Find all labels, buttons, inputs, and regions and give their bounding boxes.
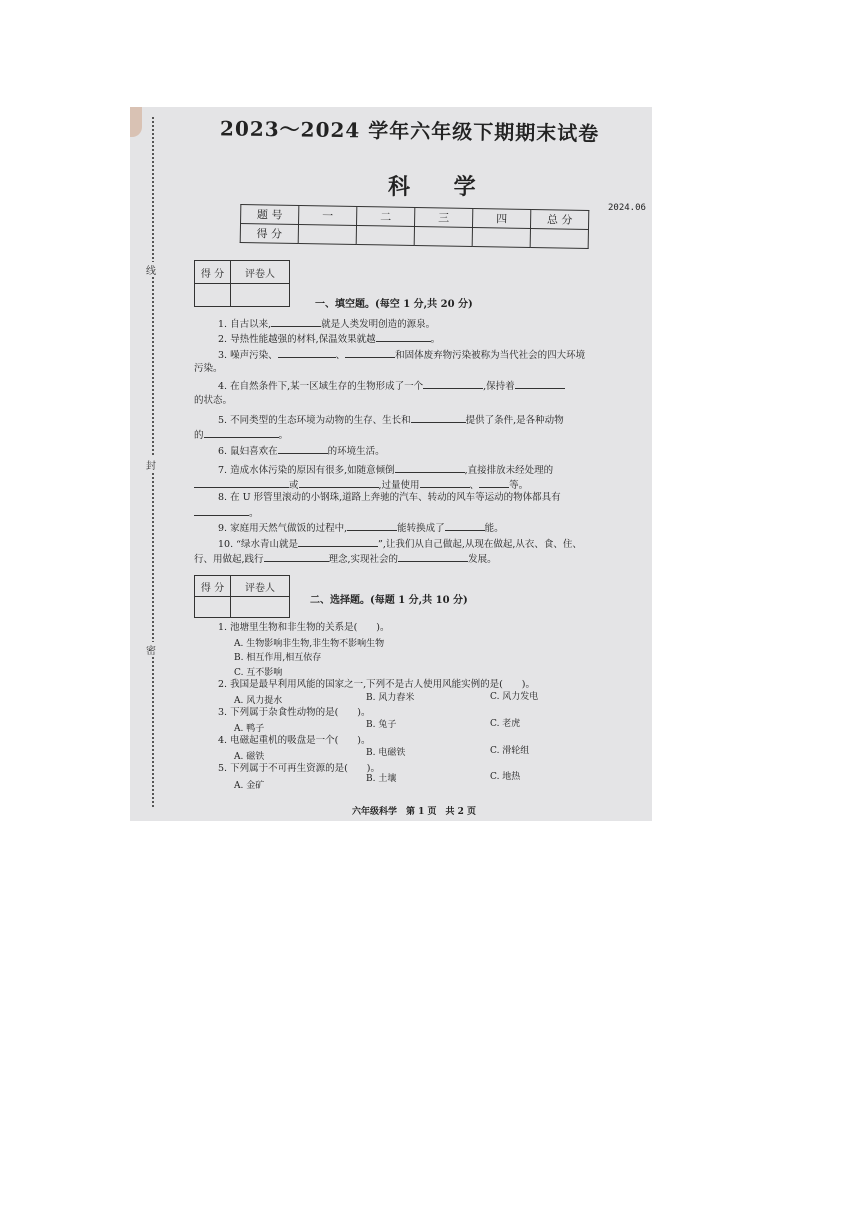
question: 7. 造成水体污染的原因有很多,如随意倾倒 ,直接排放未经处理的 bbox=[218, 465, 554, 476]
answer-blank[interactable] bbox=[278, 444, 328, 454]
section-heading: 一、填空题。(每空 1 分,共 20 分) bbox=[315, 299, 473, 310]
question: 4. 在自然条件下,某一区域生存的生物形成了一个 ,保持着 bbox=[218, 379, 565, 393]
grader-label: 评卷人 bbox=[231, 576, 290, 597]
choice-option[interactable]: B. 兔子 bbox=[366, 720, 397, 730]
score-cell[interactable] bbox=[414, 227, 472, 247]
answer-blank[interactable] bbox=[347, 521, 397, 531]
grader-cell[interactable] bbox=[231, 284, 290, 307]
binding-char: 线 bbox=[146, 262, 156, 277]
score-cell: 二 bbox=[357, 206, 415, 226]
answer-blank[interactable] bbox=[204, 428, 279, 438]
binding-char: 封 bbox=[146, 457, 156, 472]
question: 8. 在 U 形管里滚动的小钢珠,道路上奔驰的汽车、转动的风车等运动的物体都具有 bbox=[218, 492, 561, 503]
choice-option[interactable]: C. 滑轮组 bbox=[490, 746, 530, 756]
question: 。 bbox=[194, 506, 259, 520]
answer-blank[interactable] bbox=[411, 413, 466, 423]
exam-subject: 科 学 bbox=[388, 174, 494, 200]
grader-cell[interactable] bbox=[231, 597, 290, 618]
question: 2. 导热性能越强的材料,保温效果就越 。 bbox=[218, 334, 441, 345]
question-stem: 4. 电磁起重机的吸盘是一个( )。 bbox=[218, 735, 371, 746]
answer-blank[interactable] bbox=[398, 552, 468, 562]
score-cell[interactable] bbox=[472, 228, 530, 248]
choice-option[interactable]: B. 电磁铁 bbox=[366, 748, 406, 758]
question: 的 。 bbox=[194, 430, 289, 441]
score-cell: 题 号 bbox=[241, 204, 299, 224]
answer-blank[interactable] bbox=[278, 348, 336, 358]
question: 1. 自古以来, 就是人类发明创造的源泉。 bbox=[218, 319, 436, 330]
question: 10. “绿水青山就是 ”,让我们从自己做起,从现在做起,从衣、食、住、 bbox=[218, 539, 582, 550]
grader-cell[interactable] bbox=[195, 284, 231, 307]
score-cell[interactable] bbox=[530, 229, 588, 249]
choice-option[interactable]: A. 风力提水 bbox=[234, 696, 283, 706]
answer-blank[interactable] bbox=[299, 478, 379, 488]
score-cell: 四 bbox=[472, 209, 530, 229]
question: 6. 鼠妇喜欢在 的环境生活。 bbox=[218, 446, 385, 457]
score-cell[interactable] bbox=[298, 224, 356, 244]
question: 污染。 bbox=[194, 363, 223, 374]
question-stem: 3. 下列属于杂食性动物的是( )。 bbox=[218, 707, 371, 718]
choice-option[interactable]: C. 互不影响 bbox=[234, 668, 283, 678]
page-footer: 六年级科学 第 1 页 共 2 页 bbox=[352, 807, 477, 817]
answer-blank[interactable] bbox=[194, 478, 289, 488]
answer-blank[interactable] bbox=[376, 332, 431, 342]
question-stem: 1. 池塘里生物和非生物的关系是( )。 bbox=[218, 622, 390, 633]
answer-blank[interactable] bbox=[515, 379, 565, 389]
score-cell: 总 分 bbox=[530, 210, 588, 230]
choice-option[interactable]: B. 相互作用,相互依存 bbox=[234, 653, 322, 663]
question: 行、用做起,践行 理念,实现社会的 发展。 bbox=[194, 554, 497, 565]
grader-label: 评卷人 bbox=[231, 261, 290, 284]
question: 3. 噪声污染、 、 和固体废弃物污染被称为当代社会的四大环境 bbox=[218, 350, 586, 361]
section-heading: 二、选择题。(每题 1 分,共 10 分) bbox=[310, 595, 468, 606]
score-table bbox=[240, 204, 590, 249]
answer-blank[interactable] bbox=[264, 552, 329, 562]
question-stem: 2. 我国是最早利用风能的国家之一,下列不是古人使用风能实例的是( )。 bbox=[218, 679, 536, 690]
choice-option[interactable]: C. 老虎 bbox=[490, 719, 521, 729]
choice-option[interactable]: B. 土壤 bbox=[366, 774, 397, 784]
grader-label: 得 分 bbox=[195, 261, 231, 284]
answer-blank[interactable] bbox=[271, 317, 321, 327]
exam-paper bbox=[130, 107, 652, 821]
finger-shadow bbox=[130, 107, 142, 137]
score-cell: 一 bbox=[299, 205, 357, 225]
question: 或 ,过量使用 、 等。 bbox=[194, 478, 528, 492]
score-cell: 得 分 bbox=[240, 223, 298, 243]
choice-option[interactable]: A. 磁铁 bbox=[234, 752, 265, 762]
answer-blank[interactable] bbox=[479, 478, 509, 488]
score-cell: 三 bbox=[415, 208, 473, 228]
choice-option[interactable]: A. 鸭子 bbox=[234, 724, 265, 734]
score-cell[interactable] bbox=[356, 225, 414, 245]
question: 的状态。 bbox=[194, 395, 233, 406]
question: 5. 不同类型的生态环境为动物的生存、生长和 提供了条件,是各种动物 bbox=[218, 415, 564, 426]
grader-cell[interactable] bbox=[195, 597, 231, 618]
answer-blank[interactable] bbox=[298, 537, 378, 547]
question: 9. 家庭用天然气做饭的过程中, 能转换成了 能。 bbox=[218, 523, 504, 534]
choice-option[interactable]: C. 风力发电 bbox=[490, 692, 539, 702]
exam-date: 2024.06 bbox=[608, 203, 646, 213]
choice-option[interactable]: A. 生物影响非生物,非生物不影响生物 bbox=[234, 639, 385, 649]
choice-option[interactable]: A. 金矿 bbox=[234, 781, 265, 791]
answer-blank[interactable] bbox=[345, 348, 395, 358]
answer-blank[interactable] bbox=[423, 379, 483, 389]
grader-box bbox=[194, 575, 290, 618]
exam-title: 2023～2024 学年六年级下期期末试卷 bbox=[219, 116, 600, 146]
answer-blank[interactable] bbox=[395, 463, 465, 473]
choice-option[interactable]: B. 风力舂米 bbox=[366, 693, 415, 703]
grader-box bbox=[194, 260, 290, 307]
answer-blank[interactable] bbox=[420, 478, 470, 488]
answer-blank[interactable] bbox=[445, 521, 485, 531]
answer-blank[interactable] bbox=[194, 506, 249, 516]
grader-label: 得 分 bbox=[195, 576, 231, 597]
question-stem: 5. 下列属于不可再生资源的是( )。 bbox=[218, 763, 380, 774]
choice-option[interactable]: C. 地热 bbox=[490, 772, 521, 782]
binding-char: 密 bbox=[146, 642, 156, 657]
